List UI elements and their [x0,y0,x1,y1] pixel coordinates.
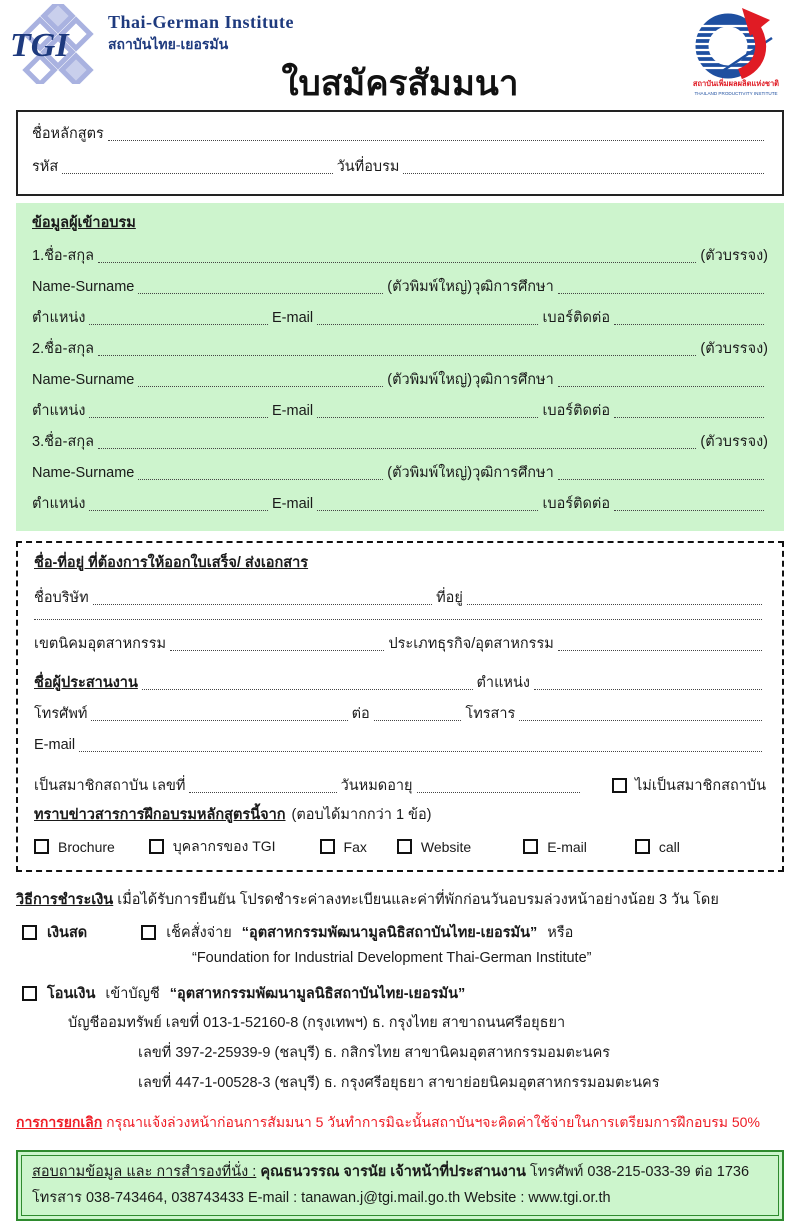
position-label: ตำแหน่ง [32,496,86,513]
participant2-name-en-field[interactable] [138,386,383,387]
cash-label: เงินสด [47,925,88,942]
participant2-name-field[interactable] [98,355,696,356]
contact-line-2: โทรสาร 038-743464, 038743433 E-mail : tanawan.j@tgi.mail.go.th Website : www.tgi.or.th [32,1189,611,1206]
contact-number-label: เบอร์ติดต่อ [542,310,611,327]
cancellation-notice [16,1112,784,1134]
cancellation-heading: การการยกเลิก [16,1114,103,1131]
participant-name-label: 2.ชื่อ-สกุล [32,341,94,358]
participant1-position-field[interactable] [89,324,268,325]
course-box [16,110,784,196]
coordinator-name-field[interactable] [142,689,473,690]
contact-heading: สอบถามข้อมูล และ การสำรองที่นั่ง : [32,1164,257,1181]
payment-heading: วิธีการชำระเงิน [16,892,114,909]
course-code-field[interactable] [62,173,332,174]
participant3-email-field[interactable] [317,510,538,511]
participant2-position-field[interactable] [89,417,268,418]
tgi-logo-text: TGI [10,27,69,64]
not-member-label: ไม่เป็นสมาชิกสถาบัน [635,778,766,795]
email-label: E-mail [271,403,314,420]
business-type-label: ประเภทธุรกิจ/อุตสาหกรรม [388,636,554,653]
participant2-email-field[interactable] [317,417,538,418]
source-brochure-label: Brochure [58,839,115,856]
position-label: ตำแหน่ง [32,403,86,420]
cancellation-text: กรุณาแจ้งล่วงหน้าก่อนการสัมมนา 5 วันทำการมิฉะนั้นสถาบันฯจะคิดค่าใช้จ่ายในการเตรียมการฝึกอบรม 50% [106,1114,760,1131]
course-name-field[interactable] [108,140,764,141]
address-field[interactable] [467,604,762,605]
capital-note: (ตัวพิมพ์ใหญ่) [387,279,473,296]
name-surname-label: Name-Surname [32,465,135,482]
source-tgi-staff-checkbox[interactable] [149,839,164,854]
extension-label: ต่อ [351,706,370,723]
course-name-label: ชื่อหลักสูตร [32,126,104,142]
education-label: วุฒิการศึกษา [472,372,554,389]
payment-intro: เมื่อได้รับการยืนยัน โปรดชำระค่าลงทะเบียนและค่าที่พักก่อนวันอบรมล่วงหน้าอย่างน้อย 3 วัน โดย [117,892,719,909]
transfer-checkbox[interactable] [22,986,37,1001]
training-date-label: วันที่อบรม [336,159,400,176]
phone-label: โทรศัพท์ [34,706,88,723]
transfer-into-label: เข้าบัญชี [105,986,160,1003]
cheque-payee: “อุตสาหกรรมพัฒนามูลนิธิสถาบันไทย-เยอรมัน” [241,925,538,942]
participant1-email-field[interactable] [317,324,538,325]
email-label: E-mail [271,496,314,513]
fax-field[interactable] [519,720,762,721]
participant1-name-en-field[interactable] [138,293,383,294]
position-label: ตำแหน่ง [32,310,86,327]
payment-section [16,888,784,1094]
source-website-checkbox[interactable] [397,839,412,854]
phone-field[interactable] [91,720,347,721]
info-source-note: (ตอบได้มากกว่า 1 ข้อ) [291,807,432,824]
participant-name-label: 1.ชื่อ-สกุล [32,248,94,265]
info-source-heading: ทราบข่าวสารการฝึกอบรมหลักสูตรนี้จาก [34,807,286,824]
participants-section [16,203,784,531]
participant2-contact-field[interactable] [614,417,764,418]
not-member-checkbox[interactable] [612,778,627,793]
cheque-checkbox[interactable] [141,925,156,940]
source-tgi-staff-label: บุคลากรของ TGI [172,838,276,855]
cheque-label: เช็คสั่งจ่าย [166,925,232,942]
handwriting-note: (ตัวบรรจง) [700,341,768,358]
contact-phone: โทรศัพท์ 038-215-033-39 ต่อ 1736 [529,1164,750,1181]
bank-account-line-3: เลขที่ 447-1-00528-3 (ชลบุรี) ธ. กรุงศรีอยุธยา สาขาย่อยนิคมอุตสาหกรรมอมตะนคร [138,1075,660,1092]
right-logo-en-text: THAILAND PRODUCTIVITY INSTITUTE [694,91,778,96]
education-label: วุฒิการศึกษา [472,465,554,482]
education-label: วุฒิการศึกษา [472,279,554,296]
cash-checkbox[interactable] [22,925,37,940]
coordinator-email-field[interactable] [79,751,762,752]
source-call-checkbox[interactable] [635,839,650,854]
handwriting-note: (ตัวบรรจง) [700,434,768,451]
address-continue-field[interactable] [34,619,762,620]
company-name-label: ชื่อบริษัท [34,590,89,607]
participants-heading: ข้อมูลผู้เข้าอบรม [32,215,136,232]
transfer-payee: “อุตสาหกรรมพัฒนามูลนิธิสถาบันไทย-เยอรมัน” [169,986,466,1003]
source-fax-checkbox[interactable] [320,839,335,854]
participant-block-2 [32,339,768,422]
participant-block-1 [32,246,768,329]
contact-number-label: เบอร์ติดต่อ [542,403,611,420]
participant1-education-field[interactable] [558,293,764,294]
participant3-contact-field[interactable] [614,510,764,511]
right-logo-thai-text: สถาบันเพิ่มผลผลิตแห่งชาติ [692,79,780,88]
company-name-field[interactable] [93,604,432,605]
page-title: ใบสมัครสัมมนา [281,64,519,103]
source-email-checkbox[interactable] [523,839,538,854]
address-label: ที่อยู่ [436,590,463,607]
contact-number-label: เบอร์ติดต่อ [542,496,611,513]
member-number-label: เป็นสมาชิกสถาบัน เลขที่ [34,778,186,795]
participant3-name-en-field[interactable] [138,479,383,480]
name-surname-label: Name-Surname [32,372,135,389]
receipt-section [16,541,784,872]
course-code-label: รหัส [32,159,59,176]
member-number-field[interactable] [189,792,336,793]
participant3-name-field[interactable] [98,448,696,449]
participant2-education-field[interactable] [558,386,764,387]
info-source-options [34,836,766,858]
contact-box [16,1150,784,1221]
header [10,0,784,108]
receipt-heading: ชื่อ-ที่อยู่ ที่ต้องการให้ออกใบเสร็จ/ ส่งเอกสาร [34,555,309,572]
name-surname-label: Name-Surname [32,279,135,296]
source-website-label: Website [420,839,472,856]
bank-account-line-2: เลขที่ 397-2-25939-9 (ชลบุรี) ธ. กสิกรไทย สาขานิคมอุตสาหกรรมอมตะนคร [138,1045,611,1062]
participant-block-3 [32,432,768,515]
cheque-or-label: หรือ [547,925,574,942]
participant3-education-field[interactable] [558,479,764,480]
member-expiry-label: วันหมดอายุ [340,778,413,795]
brand-text [108,12,294,56]
source-fax-label: Fax [343,839,367,856]
coordinator-position-field[interactable] [534,689,762,690]
source-brochure-checkbox[interactable] [34,839,49,854]
coordinator-email-label: E-mail [34,737,76,754]
bank-account-line-1: บัญชีออมทรัพย์ เลขที่ 013-1-52160-8 (กรุงเทพฯ) ธ. กรุงไทย สาขาถนนศรีอยุธยา [68,1015,566,1032]
coordinator-position-label: ตำแหน่ง [476,675,530,692]
business-type-field[interactable] [558,650,762,651]
contact-line-1 [32,1160,768,1185]
industrial-estate-field[interactable] [170,650,384,651]
training-date-field[interactable] [403,173,764,174]
extension-field[interactable] [374,720,462,721]
brand-name-en: Thai-German Institute [108,12,294,32]
capital-note: (ตัวพิมพ์ใหญ่) [387,372,473,389]
coordinator-label: ชื่อผู้ประสานงาน [34,675,138,692]
participant1-contact-field[interactable] [614,324,764,325]
participant3-position-field[interactable] [89,510,268,511]
membership-row [34,774,766,797]
transfer-label: โอนเงิน [47,986,96,1003]
member-expiry-field[interactable] [417,792,580,793]
handwriting-note: (ตัวบรรจง) [700,248,768,265]
brand-name-th: สถาบันไทย-เยอรมัน [108,38,229,53]
participant1-name-field[interactable] [98,262,696,263]
source-email-label: E-mail [547,839,587,856]
email-label: E-mail [271,310,314,327]
industrial-estate-label: เขตนิคมอุตสาหกรรม [34,636,167,653]
source-call-label: call [658,839,680,856]
participant-name-label: 3.ชื่อ-สกุล [32,434,94,451]
fax-label: โทรสาร [465,706,516,723]
capital-note: (ตัวพิมพ์ใหญ่) [387,465,473,482]
cheque-payee-en: “Foundation for Industrial Development Thai-German Institute” [192,950,592,967]
contact-person: คุณธนวรรณ จารนัย เจ้าหน้าที่ประสานงาน [260,1164,526,1181]
